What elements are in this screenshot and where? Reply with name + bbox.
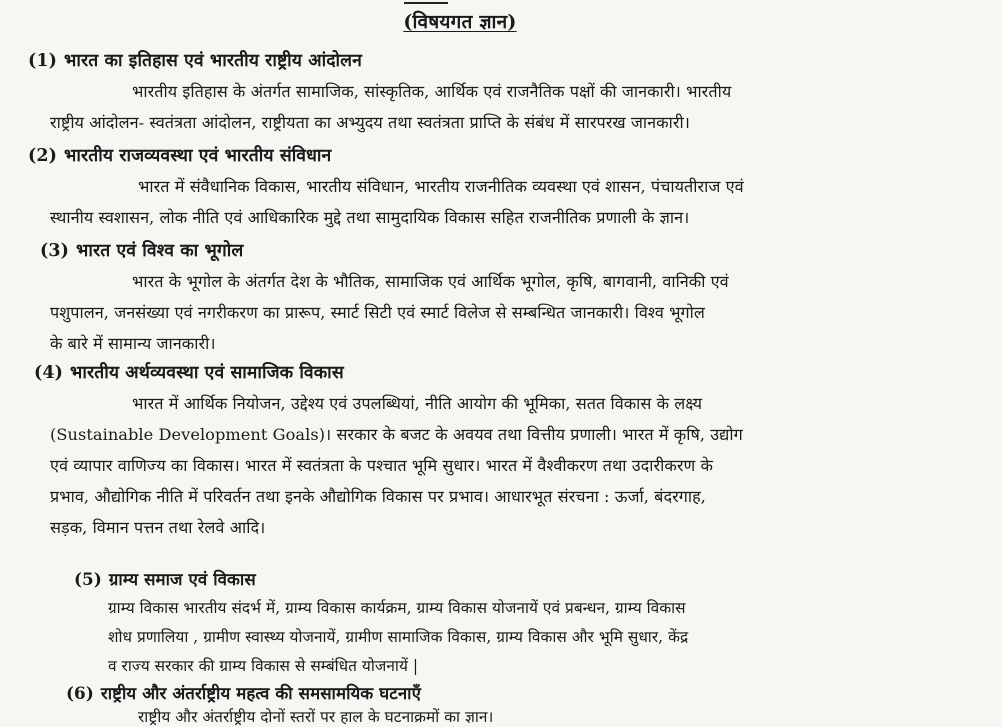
section-3-line-1: भारत के भूगोल के अंतर्गत देश के भौतिक, सामाजिक एवं आर्थिक भूगोल, कृषि, बागवानी, वानिकी एवं [132, 272, 729, 291]
section-3-heading [40, 238, 243, 262]
section-5-line-2: शोध प्रणालिया , ग्रामीण स्वास्थ्य योजनायें, ग्रामीण सामाजिक विकास, ग्राम्य विकास और भूमि सुधार, केंद्र [108, 628, 689, 646]
section-4-line-3: एवं व्यापार वाणिज्य का विकास। भारत में स्वतंत्रता के पश्चात भूमि सुधार। भारत में वैश्वीकरण तथा उदारीकरण के [50, 456, 713, 475]
section-1-line-2: राष्ट्रीय आंदोलन- स्वतंत्रता आंदोलन, राष्ट्रीयता का अभ्युदय तथा स्वतंत्रता प्राप्ति के संबंध में सारपरख जानकारी। [50, 113, 690, 132]
section-1-heading [28, 48, 362, 72]
section-6-line-1: राष्ट्रीय और अंतर्राष्ट्रीय दोनों स्तरों पर हाल के घटनाक्रमों का ज्ञान। [138, 708, 494, 726]
document-title [0, 8, 920, 34]
section-1-title: भारत का इतिहास एवं भारतीय राष्ट्रीय आंदोलन [64, 51, 362, 71]
document-title-text: (विषयगत ज्ञान) [403, 11, 517, 33]
section-5-line-3: व राज्य सरकार की ग्राम्य विकास से सम्बंधित योजनायें | [108, 657, 419, 675]
section-3-line-2: पशुपालन, जनसंख्या एवं नगरीकरण का प्रारूप, स्मार्ट सिटी एवं स्मार्ट विलेज से सम्बन्धित जानकारी। विश्व भूगोल [50, 303, 705, 322]
section-4-line-2: (Sustainable Development Goals)। सरकार के बजट के अवयव तथा वित्तीय प्रणाली। भारत में कृषि, उद्योग [50, 425, 743, 444]
section-4-heading [34, 360, 344, 384]
section-4-line-5: सड़क, विमान पत्तन तथा रेलवे आदि। [50, 518, 266, 537]
section-1-number: (1) [28, 51, 58, 71]
top-rule [404, 2, 448, 4]
section-3-title: भारत एवं विश्व का भूगोल [76, 241, 244, 261]
section-4-number: (4) [34, 363, 64, 383]
section-5-line-1: ग्राम्य विकास भारतीय संदर्भ में, ग्राम्य विकास कार्यक्रम, ग्राम्य विकास योजनायें एवं प्रबन्धन, ग्राम्य विकास [108, 599, 686, 617]
section-3-number: (3) [40, 241, 70, 261]
section-5-number: (5) [74, 569, 102, 589]
section-4-line-4: प्रभाव, औद्योगिक नीति में परिवर्तन तथा इनके औद्योगिक विकास पर प्रभाव। आधारभूत संरचना : ऊर्जा, बंदरगाह, [50, 487, 706, 506]
section-2-title: भारतीय राजव्यवस्था एवं भारतीय संविधान [64, 146, 332, 166]
section-6-heading [66, 681, 421, 704]
section-1-line-1: भारतीय इतिहास के अंतर्गत सामाजिक, सांस्कृतिक, आर्थिक एवं राजनैतिक पक्षों की जानकारी। भारतीय [132, 82, 732, 101]
section-2-number: (2) [28, 146, 58, 166]
section-4-line-1: भारत में आर्थिक नियोजन, उद्देश्य एवं उपलब्धियां, नीति आयोग की भूमिका, सतत विकास के लक्ष्य [132, 394, 703, 413]
section-5-title: ग्राम्य समाज एवं विकास [108, 569, 256, 589]
section-4-title: भारतीय अर्थव्यवस्था एवं सामाजिक विकास [70, 363, 344, 383]
section-3-line-3: के बारे में सामान्य जानकारी। [50, 334, 216, 353]
section-2-line-1: भारत में संवैधानिक विकास, भारतीय संविधान, भारतीय राजनीतिक व्यवस्था एवं शासन, पंचायतीराज एवं [138, 177, 744, 196]
section-6-title: राष्ट्रीय और अंतर्राष्ट्रीय महत्व की समसामयिक घटनाएँ [100, 683, 421, 703]
section-5-heading [74, 567, 256, 590]
section-2-line-2: स्थानीय स्वशासन, लोक नीति एवं आधिकारिक मुद्दे तथा सामुदायिक विकास सहित राजनीतिक प्रणाली के ज्ञान। [50, 208, 690, 227]
section-2-heading [28, 143, 331, 167]
section-6-number: (6) [66, 683, 94, 703]
